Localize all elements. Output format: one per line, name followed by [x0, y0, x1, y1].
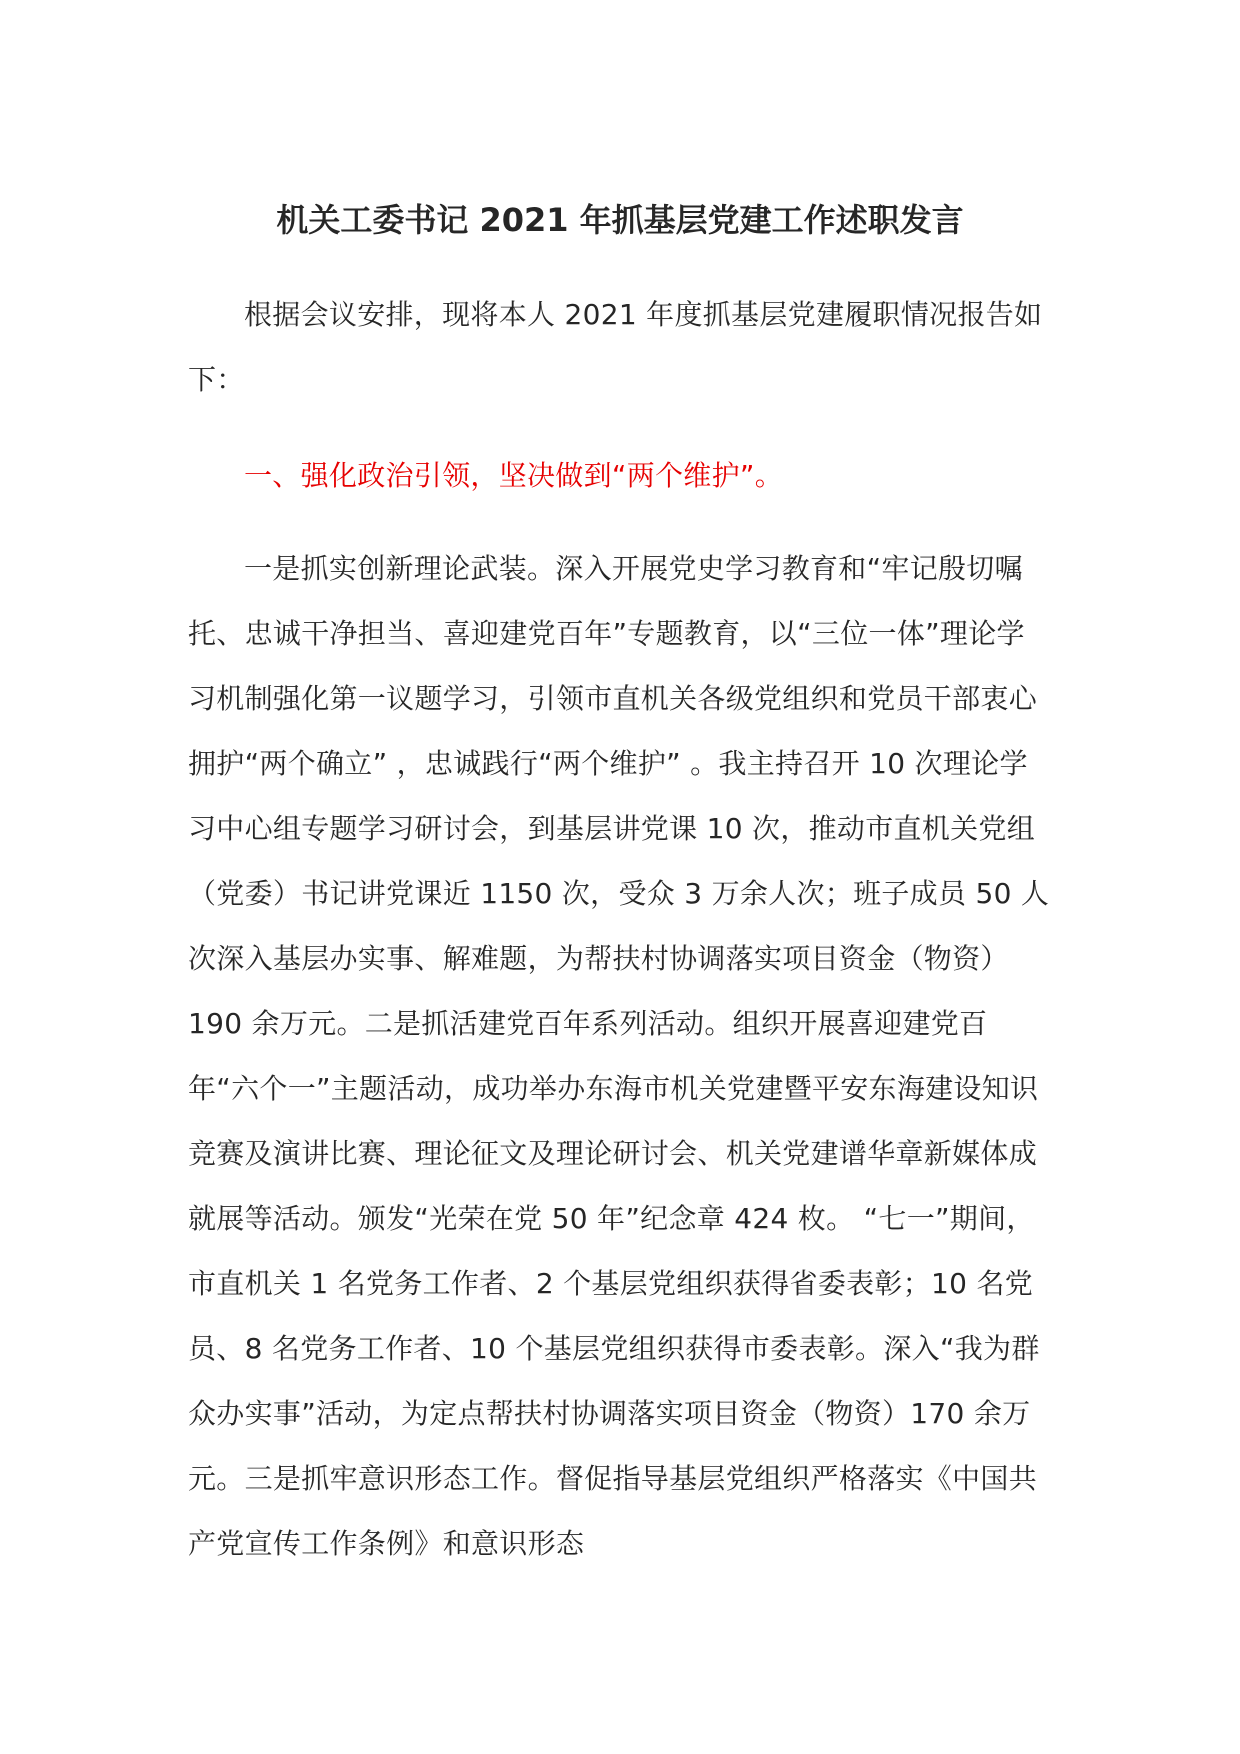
body-paragraph: 一是抓实创新理论武装。深入开展党史学习教育和“牢记殷切嘱托、忠诚干净担当、喜迎建党百年”专题教育，以“三位一体”理论学习机制强化第一议题学习，引领市直机关各级党组织和党员干部衷心拥护“两个确立” ，忠诚践行“两个维护” 。我主持召开 10 次理论学习中心组专题学习研讨会，到基层讲党课 10 次，推动市直机关党组（党委）书记讲党课近 1150 次，受众 3 万余人次；班子成员 50 人次深入基层办实事、解难题，为帮扶村协调落实项目资金（物资）190 余万元。二是抓活建党百年系列活动。组织开展喜迎建党百年“六个一”主题活动，成功举办东海市机关党建暨平安东海建设知识竞赛及演讲比赛、理论征文及理论研讨会、机关党建谱华章新媒体成就展等活动。颁发“光荣在党 50 年”纪念章 424 枚。 “七一”期间，市直机关 1 名党务工作者、2 个基层党组织获得省委表彰；10 名党员、8 名党务工作者、10 个基层党组织获得市委表彰。深入“我为群众办实事”活动，为定点帮扶村协调落实项目资金（物资）170 余万元。三是抓牢意识形态工作。督促指导基层党组织严格落实《中国共产党宣传工作条例》和意识形态 [188, 552, 1050, 1560]
section-heading: 一、强化政治引领，坚决做到“两个维护”。 [244, 459, 784, 492]
intro-paragraph: 根据会议安排，现将本人 2021 年度抓基层党建履职情况报告如下： [188, 298, 1043, 396]
document-title: 机关工委书记 2021 年抓基层党建工作述职发言 [276, 201, 964, 239]
